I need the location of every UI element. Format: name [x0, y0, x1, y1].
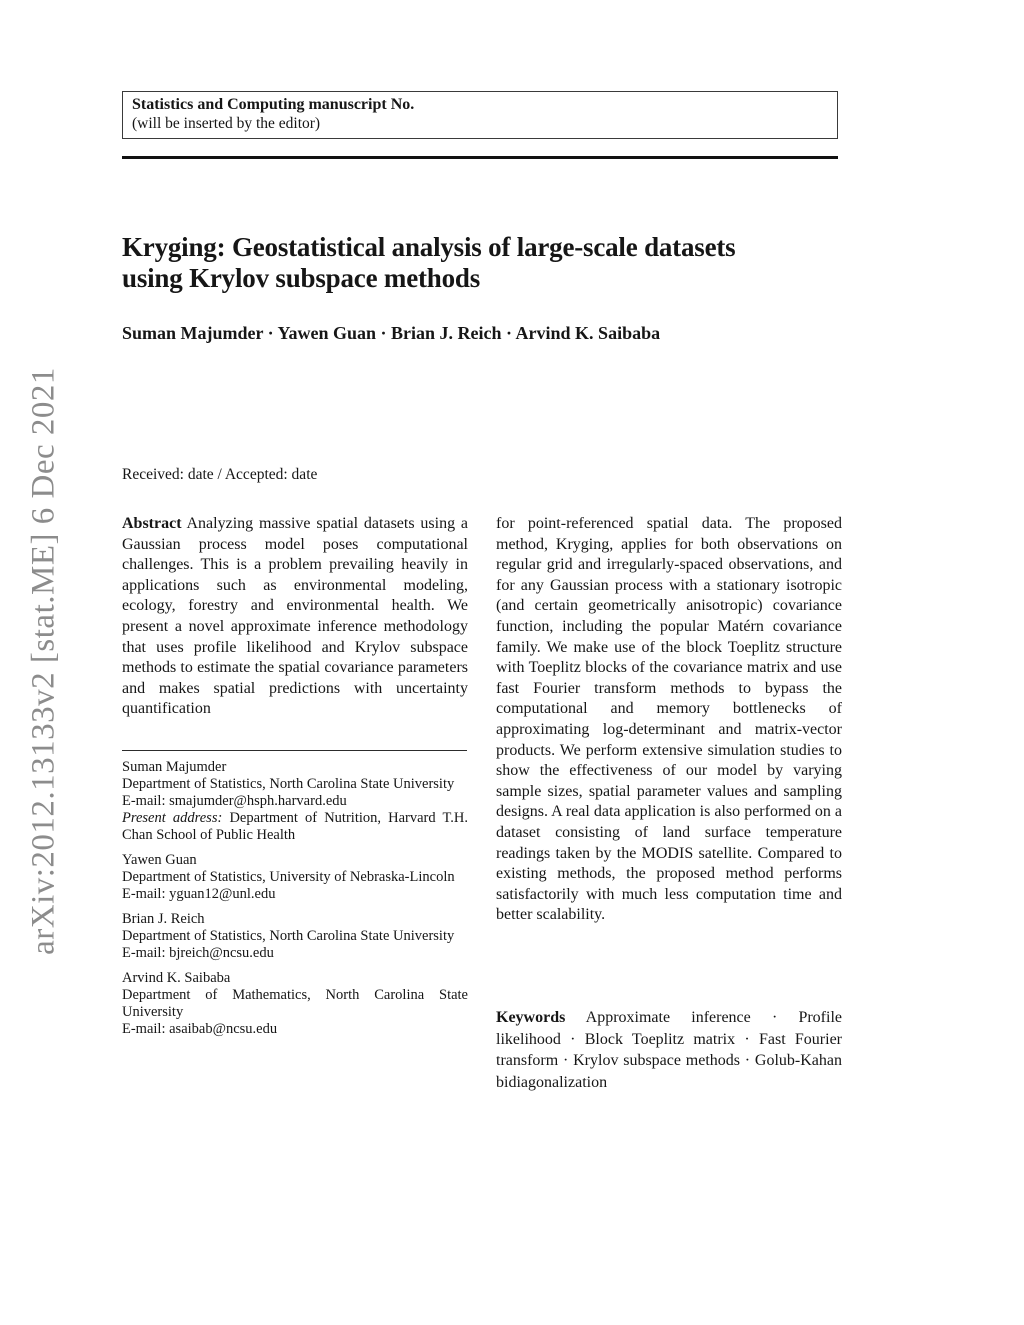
author-department: Department of Mathematics, North Carolina State University — [122, 987, 468, 1020]
keywords-label: Keywords — [496, 1009, 566, 1026]
author-department: Department of Statistics, University of Nebraska-Lincoln — [122, 869, 455, 885]
header-rule — [122, 156, 838, 159]
abstract-left-column — [122, 514, 468, 720]
author-email: E-mail: asaibab@ncsu.edu — [122, 1021, 278, 1037]
present-address-label: Present address: — [122, 810, 223, 826]
affiliation-block-saibaba — [122, 970, 468, 1038]
footnote-rule — [122, 750, 467, 751]
author-email: E-mail: yguan12@unl.edu — [122, 886, 276, 902]
present-address-text: Department of Nutrition, Harvard T.H. Chan School of Public Health — [122, 810, 468, 843]
author-email: E-mail: smajumder@hsph.harvard.edu — [122, 793, 347, 809]
author-list: Suman Majumder · Yawen Guan · Brian J. Reich · Arvind K. Saibaba — [122, 323, 661, 343]
keywords-text: Approximate inference · Profile likelihood · Block Toeplitz matrix · Fast Fourier transform · Krylov subspace methods · Golub-Kahan bidiagonalization — [496, 1009, 842, 1091]
affiliation-block-majumder — [122, 759, 468, 844]
arxiv-watermark: arXiv:2012.13133v2 [stat.ME] 6 Dec 2021 — [25, 367, 62, 955]
author-department: Department of Statistics, North Carolina State University — [122, 776, 455, 792]
author-name: Brian J. Reich — [122, 911, 205, 927]
author-name: Yawen Guan — [122, 852, 197, 868]
abstract-text-right: for point-referenced spatial data. The proposed method, Kryging, applies for both observations on regular grid and irregularly-spaced observations, and for any Gaussian process with a stationary isotropic (and certain geometrically anisotropic) covariance function, including the popular Matérn covariance family. We make use of the block Toeplitz structure with Toeplitz blocks of the covariance matrix and use fast Fourier transform methods to bypass the computational and memory bottlenecks of approximating log-determinant and matrix-vector products. We perform extensive simulation studies to show the effectiveness of our model by varying sample sizes, spatial parameter values and sampling designs. A real data application is also performed on a dataset consisting of land surface temperature readings taken by the MODIS satellite. Compared to existing methods, the proposed method performs satisfactorily with much less computation time and better scalability. — [496, 515, 842, 924]
keywords-block — [496, 1007, 842, 1093]
abstract-right-column — [496, 514, 842, 926]
affiliation-block-guan — [122, 852, 468, 903]
manuscript-number-line: Statistics and Computing manuscript No. — [132, 96, 415, 113]
abstract-text-left: Analyzing massive spatial datasets using a Gaussian process model poses computational challenges. This is a problem prevailing heavily in applications such as environmental modeling, ecology, forestry and environmental health. We present a novel approximate inference methodology that uses profile likelihood and Krylov subspace methods to estimate the spatial covariance parameters and makes spatial predictions with uncertainty quantification — [122, 515, 468, 718]
author-name: Arvind K. Saibaba — [122, 970, 231, 986]
paper-title — [122, 232, 862, 294]
title-line-2: using Krylov subspace methods — [122, 263, 481, 293]
abstract-label: Abstract — [122, 515, 182, 532]
affiliation-block-reich — [122, 911, 468, 962]
title-line-1: Kryging: Geostatistical analysis of large-scale datasets — [122, 232, 736, 262]
author-name: Suman Majumder — [122, 759, 227, 775]
author-department: Department of Statistics, North Carolina State University — [122, 928, 455, 944]
editor-note-line: (will be inserted by the editor) — [132, 115, 321, 132]
author-email: E-mail: bjreich@ncsu.edu — [122, 945, 274, 961]
received-accepted-line: Received: date / Accepted: date — [122, 466, 318, 483]
manuscript-info-box — [122, 91, 838, 139]
present-address — [122, 810, 468, 844]
affiliations-section — [122, 759, 468, 1046]
